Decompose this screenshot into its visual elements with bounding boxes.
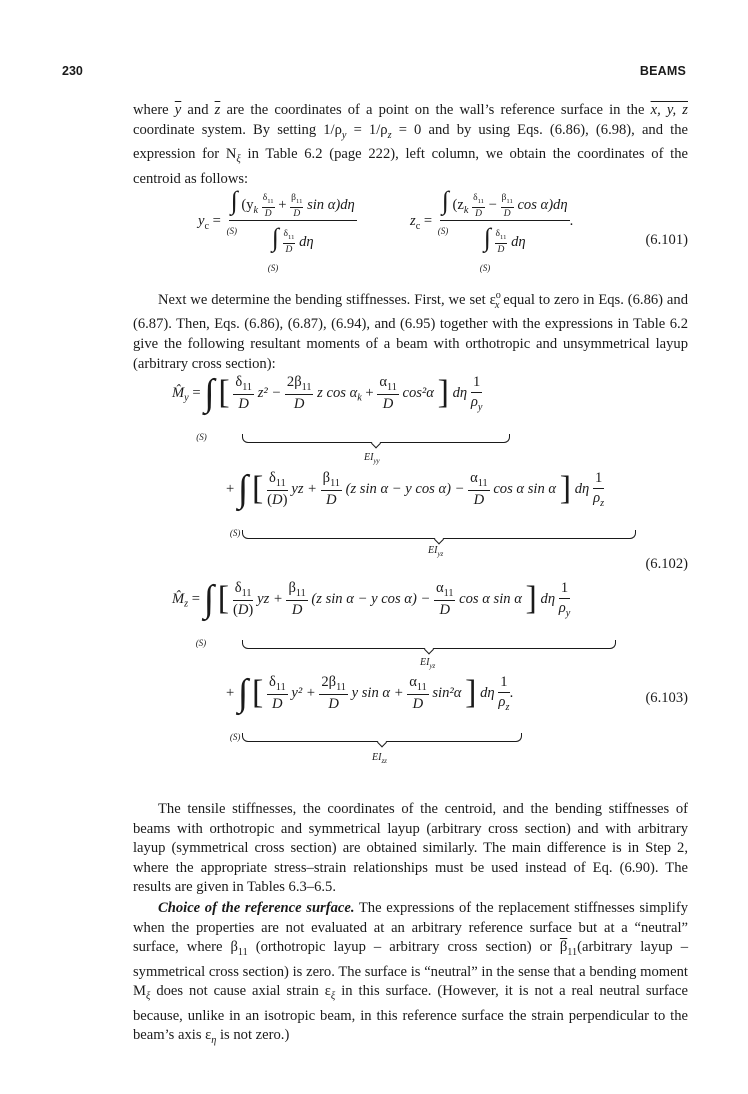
underbrace-eizz [242, 733, 522, 742]
page-number: 230 [62, 64, 83, 78]
equation-6-103-line-2: + ∫ (S) [ $\frac{\delta_{11}}{D}$ y² + $\frac{2\beta_{11}}{D}$ y sin α + $\frac{\alpha_{11}}{D}$ sin²α ] dη $\frac{1}{\rho_z}$ . [226, 672, 514, 743]
label-eiyy: $EI_{yy}$ [364, 452, 380, 465]
equation-number-6-103: (6.103) [645, 690, 688, 706]
equation-6-101-yc: $y_c$ = ∫ (S) ($y_k$ $\frac{\delta_{11}}{D}$ + $\frac{\beta_{11}}{D}$ sin α)dη ∫ (S) $\frac{\delta_{11}}{D}$ dη [198, 186, 355, 273]
equation-6-101-zc: $z_c$ = ∫ (S) ($z_k$ $\frac{\delta_{11}}{D}$ − $\frac{\beta_{11}}{D}$ cos α)dη ∫ (S) $\frac{\delta_{11}}{D}$ dη . [410, 186, 574, 273]
underbrace-eiyy [242, 434, 510, 443]
paragraph-tensile: The tensile stiffnesses, the coordinates of the centroid, and the bending stiffnesses of beams with orthotropic and symmetrical layup (arbitrary cross section) and with arbitrary layup (symmetrical cross section) are obtained similarly. The main difference is in Step 2, where the appropriate stress–strain relationships must be used instead of Eq. (6.90). The results are given in Tables 6.3–6.5. [133, 801, 688, 896]
paragraph-intro: where $\overline{y}$ and $\overline{z}$ are the coordinates of a point on the wall’s reference surface in the x, y, z coordinate system. By setting $1/\rho_y = 1/\rho_z = 0$ and by using Eqs. (6.86), (6.98), and the expression for $N_\xi$ in Table 6.2 (page 222), left column, we obtain the coordinates of the centroid as follows: [133, 102, 688, 187]
label-eiyz-2: $EI_{yz}$ [420, 657, 436, 670]
equation-number-6-101: (6.101) [645, 232, 688, 248]
equation-6-103-line-1: $M̂_z$ = ∫ (S) [ $\frac{\delta_{11}}{(D)}$ yz + $\frac{\beta_{11}}{D}$ (z sin α − y cos α) − $\frac{\alpha_{11}}{D}$ cos α sin α ] dη $\frac{1}{\rho_y}$ [172, 578, 571, 649]
section-heading: Choice of the reference surface. [158, 900, 355, 916]
label-eizz: $EI_{zz}$ [372, 752, 387, 765]
underbrace-eiyz-1 [242, 530, 636, 539]
equation-6-102-line-2: + ∫ (S) [ $\frac{\delta_{11}}{(D)}$ yz + $\frac{\beta_{11}}{D}$ (z sin α − y cos α) − $\frac{\alpha_{11}}{D}$ cos α sin α ] dη $\frac{1}{\rho_z}$ [226, 468, 605, 539]
page-header [62, 64, 686, 82]
underbrace-eiyz-2 [242, 640, 616, 649]
equation-number-6-102: (6.102) [645, 556, 688, 572]
running-head: BEAMS [639, 64, 686, 78]
equation-6-102-line-1: $M̂_y$ = ∫ (S) [ $\frac{\delta_{11}}{D}$ z² − $\frac{2\beta_{11}}{D}$ z $\cos \alpha_k$ + $\frac{\alpha_{11}}{D}$ cos²α ] dη $\frac{1}{\rho_y}$ [172, 372, 483, 443]
paragraph-reference-surface: Choice of the reference surface. The expressions of the replacement stiffnesses simplify when the properties are not evaluated at an arbitrary reference surface but at a “neutral” surface, where $\beta_{11}$ (orthotropic layup – arbitrary cross section) or $\overline{\beta}_{11}(arbitrary$ layup – symmetrical cross section) is zero. The surface is “neutral” in the sense that a bending moment $M_\xi$ does not cause axial strain $\varepsilon_\xi$ in this surface. (However, it is not a real neutral surface because, unlike in an isotropic beam, in this reference surface the strain perpendicular to the beam’s axis $\varepsilon_\eta$ is not zero.) [133, 900, 688, 1047]
label-eiyz-1: $EI_{yz}$ [428, 545, 444, 558]
paragraph-bending: Next we determine the bending stiffnesses. First, we set $\varepsilon^o_x$ equal to zero in Eqs. (6.86) and (6.87). Then, Eqs. (6.86), (6.87), (6.94), and (6.95) together with the expressions in Table 6.2 give the following resultant moments of a beam with orthotropic and unsymmetrical layup (arbitrary cross section): [133, 290, 688, 372]
